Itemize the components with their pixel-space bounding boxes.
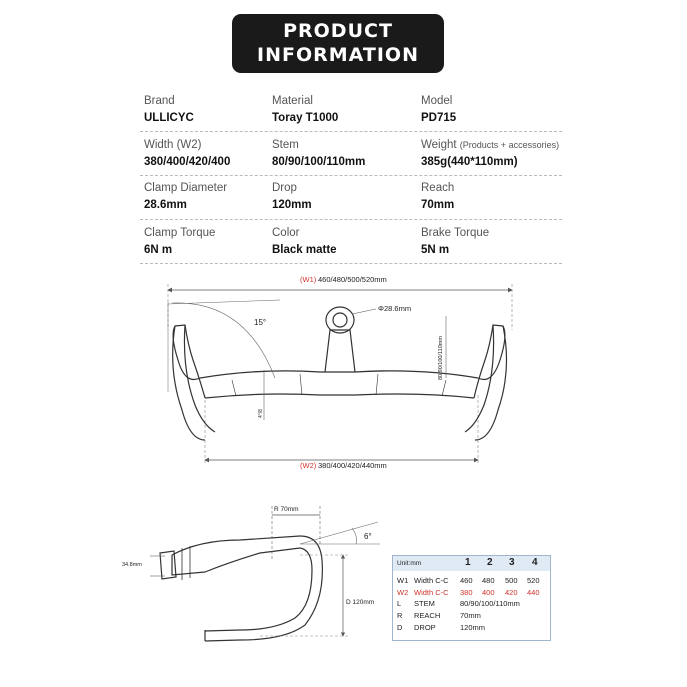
w1-values: 460/480/500/520mm <box>318 275 387 284</box>
spec-brake-torque-value: 5N m <box>421 244 450 256</box>
side-stem-outline <box>172 548 300 575</box>
table-cell: 440 <box>527 588 540 597</box>
steerer-clamp-outline <box>326 307 354 333</box>
spec-weight-value: 385g(440*110mm) <box>421 156 518 168</box>
spec-drop-value: 120mm <box>272 199 312 211</box>
spec-stem-value: 80/90/100/110mm <box>272 156 366 168</box>
size-table-col: 4 <box>532 557 538 568</box>
front-view-diagram <box>168 284 512 465</box>
spec-drop-label: Drop <box>272 182 297 194</box>
side-angle-label: 6° <box>364 532 372 541</box>
table-row-name: DROP <box>414 623 436 632</box>
side-clamp-label: 34.8mm <box>122 562 142 568</box>
w1-tag: (W1) <box>300 275 317 284</box>
stem-lengths-label: 80/90/100/110mm <box>438 336 444 380</box>
clamp-diameter-label: Φ28.6mm <box>378 304 412 313</box>
spec-brand-value: ULLICYC <box>144 112 194 124</box>
size-table <box>392 555 551 641</box>
table-cell: 420 <box>505 588 518 597</box>
table-cell: 500 <box>505 576 518 585</box>
spec-reach-label: Reach <box>421 182 455 194</box>
spec-brand-label: Brand <box>144 95 175 107</box>
spec-clamp-torque-value: 6N m <box>144 244 173 256</box>
side-view-diagram <box>150 506 380 641</box>
size-table-col: 3 <box>509 557 515 568</box>
spec-stem-label: Stem <box>272 139 299 151</box>
table-row-name: REACH <box>414 611 441 620</box>
spec-clamp-diameter-label: Clamp Diameter <box>144 182 228 194</box>
size-table-unit: Unit:mm <box>397 560 422 567</box>
w2-tag: (W2) <box>300 461 317 470</box>
table-row-code: W2 <box>397 588 409 597</box>
side-drop-label: D 120mm <box>346 599 375 606</box>
spec-width-label: Width (W2) <box>144 139 202 151</box>
spec-weight-label-text: Weight <box>421 139 457 151</box>
table-row-name: Width C-C <box>414 588 449 597</box>
bar-top-outline <box>200 371 478 378</box>
spec-material-label: Material <box>272 95 313 107</box>
spec-material-value: Toray T1000 <box>272 112 339 124</box>
w2-values: 380/400/420/440mm <box>318 461 387 470</box>
table-row-code: W1 <box>397 576 409 585</box>
size-table-col: 2 <box>487 557 493 568</box>
table-row-name: STEM <box>414 599 435 608</box>
table-cell: 520 <box>527 576 540 585</box>
spec-brake-torque-label: Brake Torque <box>421 227 490 239</box>
table-cell: 80/90/100/110mm <box>460 599 520 608</box>
banner-title-line2: INFORMATION <box>257 44 419 66</box>
spec-width-value: 380/400/420/400 <box>144 156 231 168</box>
table-cell: 460 <box>460 576 473 585</box>
banner-title-line1: PRODUCT <box>283 20 393 42</box>
spec-clamp-torque-label: Clamp Torque <box>144 227 216 239</box>
table-cell: 120mm <box>460 623 486 632</box>
table-cell: 480 <box>482 576 495 585</box>
spec-color-label: Color <box>272 227 300 239</box>
size-table-col: 1 <box>465 557 471 568</box>
spec-clamp-diameter-value: 28.6mm <box>144 199 187 211</box>
table-row-name: Width C-C <box>414 576 449 585</box>
spec-model-value: PD715 <box>421 112 457 124</box>
table-row-code: D <box>397 623 403 632</box>
table-cell: 380 <box>460 588 473 597</box>
spec-reach-value: 70mm <box>421 199 455 211</box>
table-row-code: R <box>397 611 403 620</box>
spec-weight-label-note: (Products + accessories) <box>459 140 560 150</box>
side-reach-label: R 70mm <box>274 506 299 513</box>
table-cell: 400 <box>482 588 495 597</box>
table-cell: 70mm <box>460 611 481 620</box>
spec-model-label: Model <box>421 95 453 107</box>
small-dimension-label: 4°/8 <box>258 409 264 418</box>
side-drop-outline <box>205 536 322 641</box>
table-row-code: L <box>397 599 402 608</box>
front-angle-label: 15° <box>254 318 267 327</box>
stem-outline <box>325 330 355 372</box>
spec-color-value: Black matte <box>272 244 337 256</box>
